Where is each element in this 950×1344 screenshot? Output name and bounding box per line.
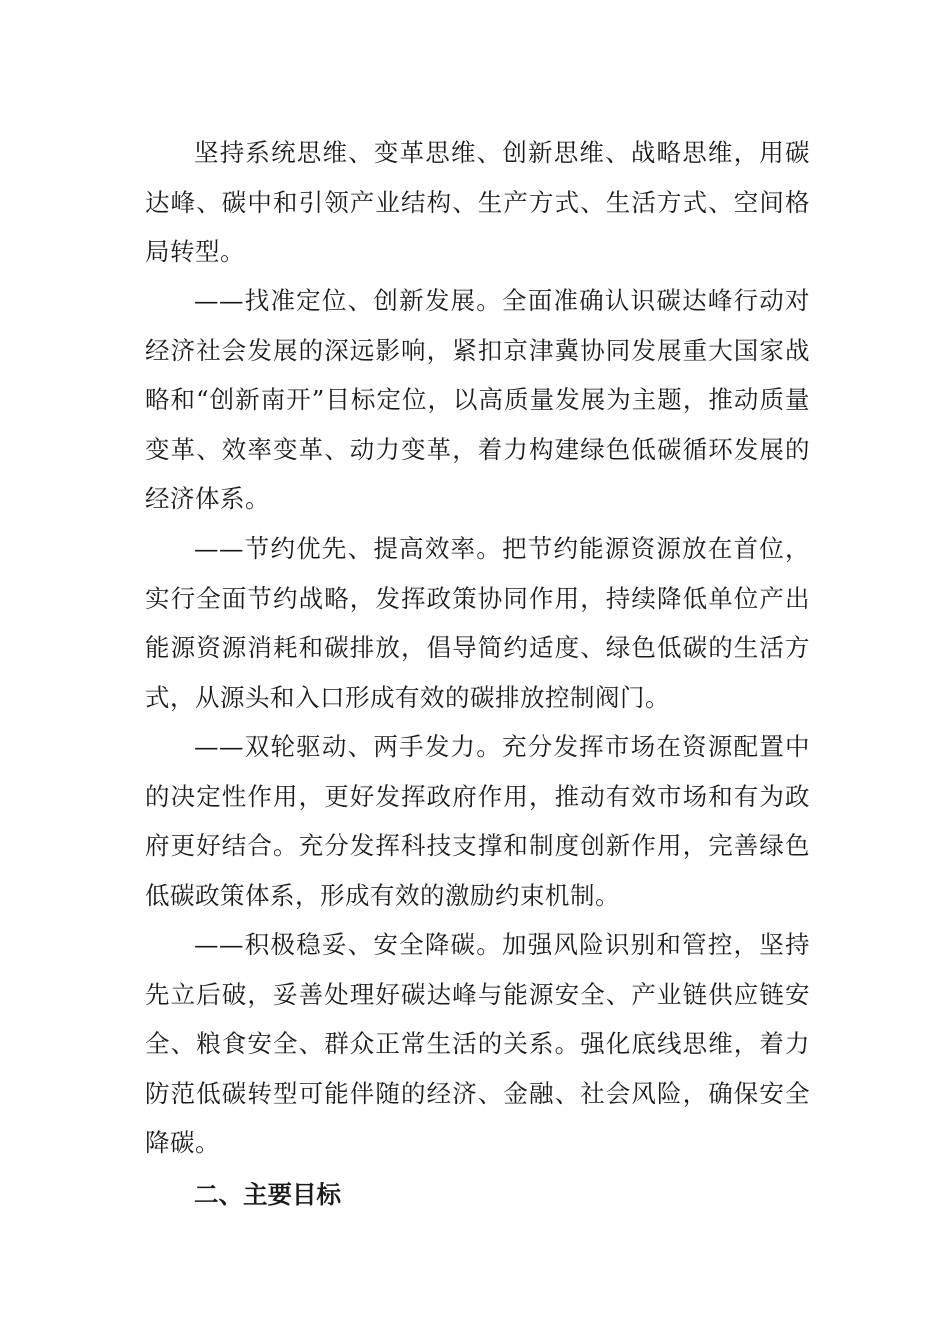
paragraph-safe-reduction: ——积极稳妥、安全降碳。加强风险识别和管控，坚持先立后破，妥善处理好碳达峰与能源安全、产业链供应链安全、粮食安全、群众正常生活的关系。强化底线思维，着力防范低碳转型可能伴随的经济、金融、社会风险，确保安全降碳。 — [145, 930, 810, 1157]
section-heading-main-goals: 二、主要目标 — [194, 1180, 341, 1209]
paragraph-dual-drive: ——双轮驱动、两手发力。充分发挥市场在资源配置中的决定性作用，更好发挥政府作用，推动有效市场和有为政府更好结合。充分发挥科技支撑和制度创新作用，完善绿色低碳政策体系，形成有效的激励约束机制。 — [145, 732, 810, 910]
paragraph-positioning: ——找准定位、创新发展。全面准确认识碳达峰行动对经济社会发展的深远影响，紧扣京津冀协同发展重大国家战略和“创新南开”目标定位，以高质量发展为主题，推动质量变革、效率变革、动力变革，着力构建绿色低碳循环发展的经济体系。 — [145, 286, 810, 513]
paragraph-thinking: 坚持系统思维、变革思维、创新思维、战略思维，用碳达峰、碳中和引领产业结构、生产方式、生活方式、空间格局转型。 — [145, 138, 810, 266]
paragraph-efficiency: ——节约优先、提高效率。把节约能源资源放在首位，实行全面节约战略，发挥政策协同作用，持续降低单位产出能源资源消耗和碳排放，倡导简约适度、绿色低碳的生活方式，从源头和入口形成有效的碳排放控制阀门。 — [145, 534, 810, 712]
